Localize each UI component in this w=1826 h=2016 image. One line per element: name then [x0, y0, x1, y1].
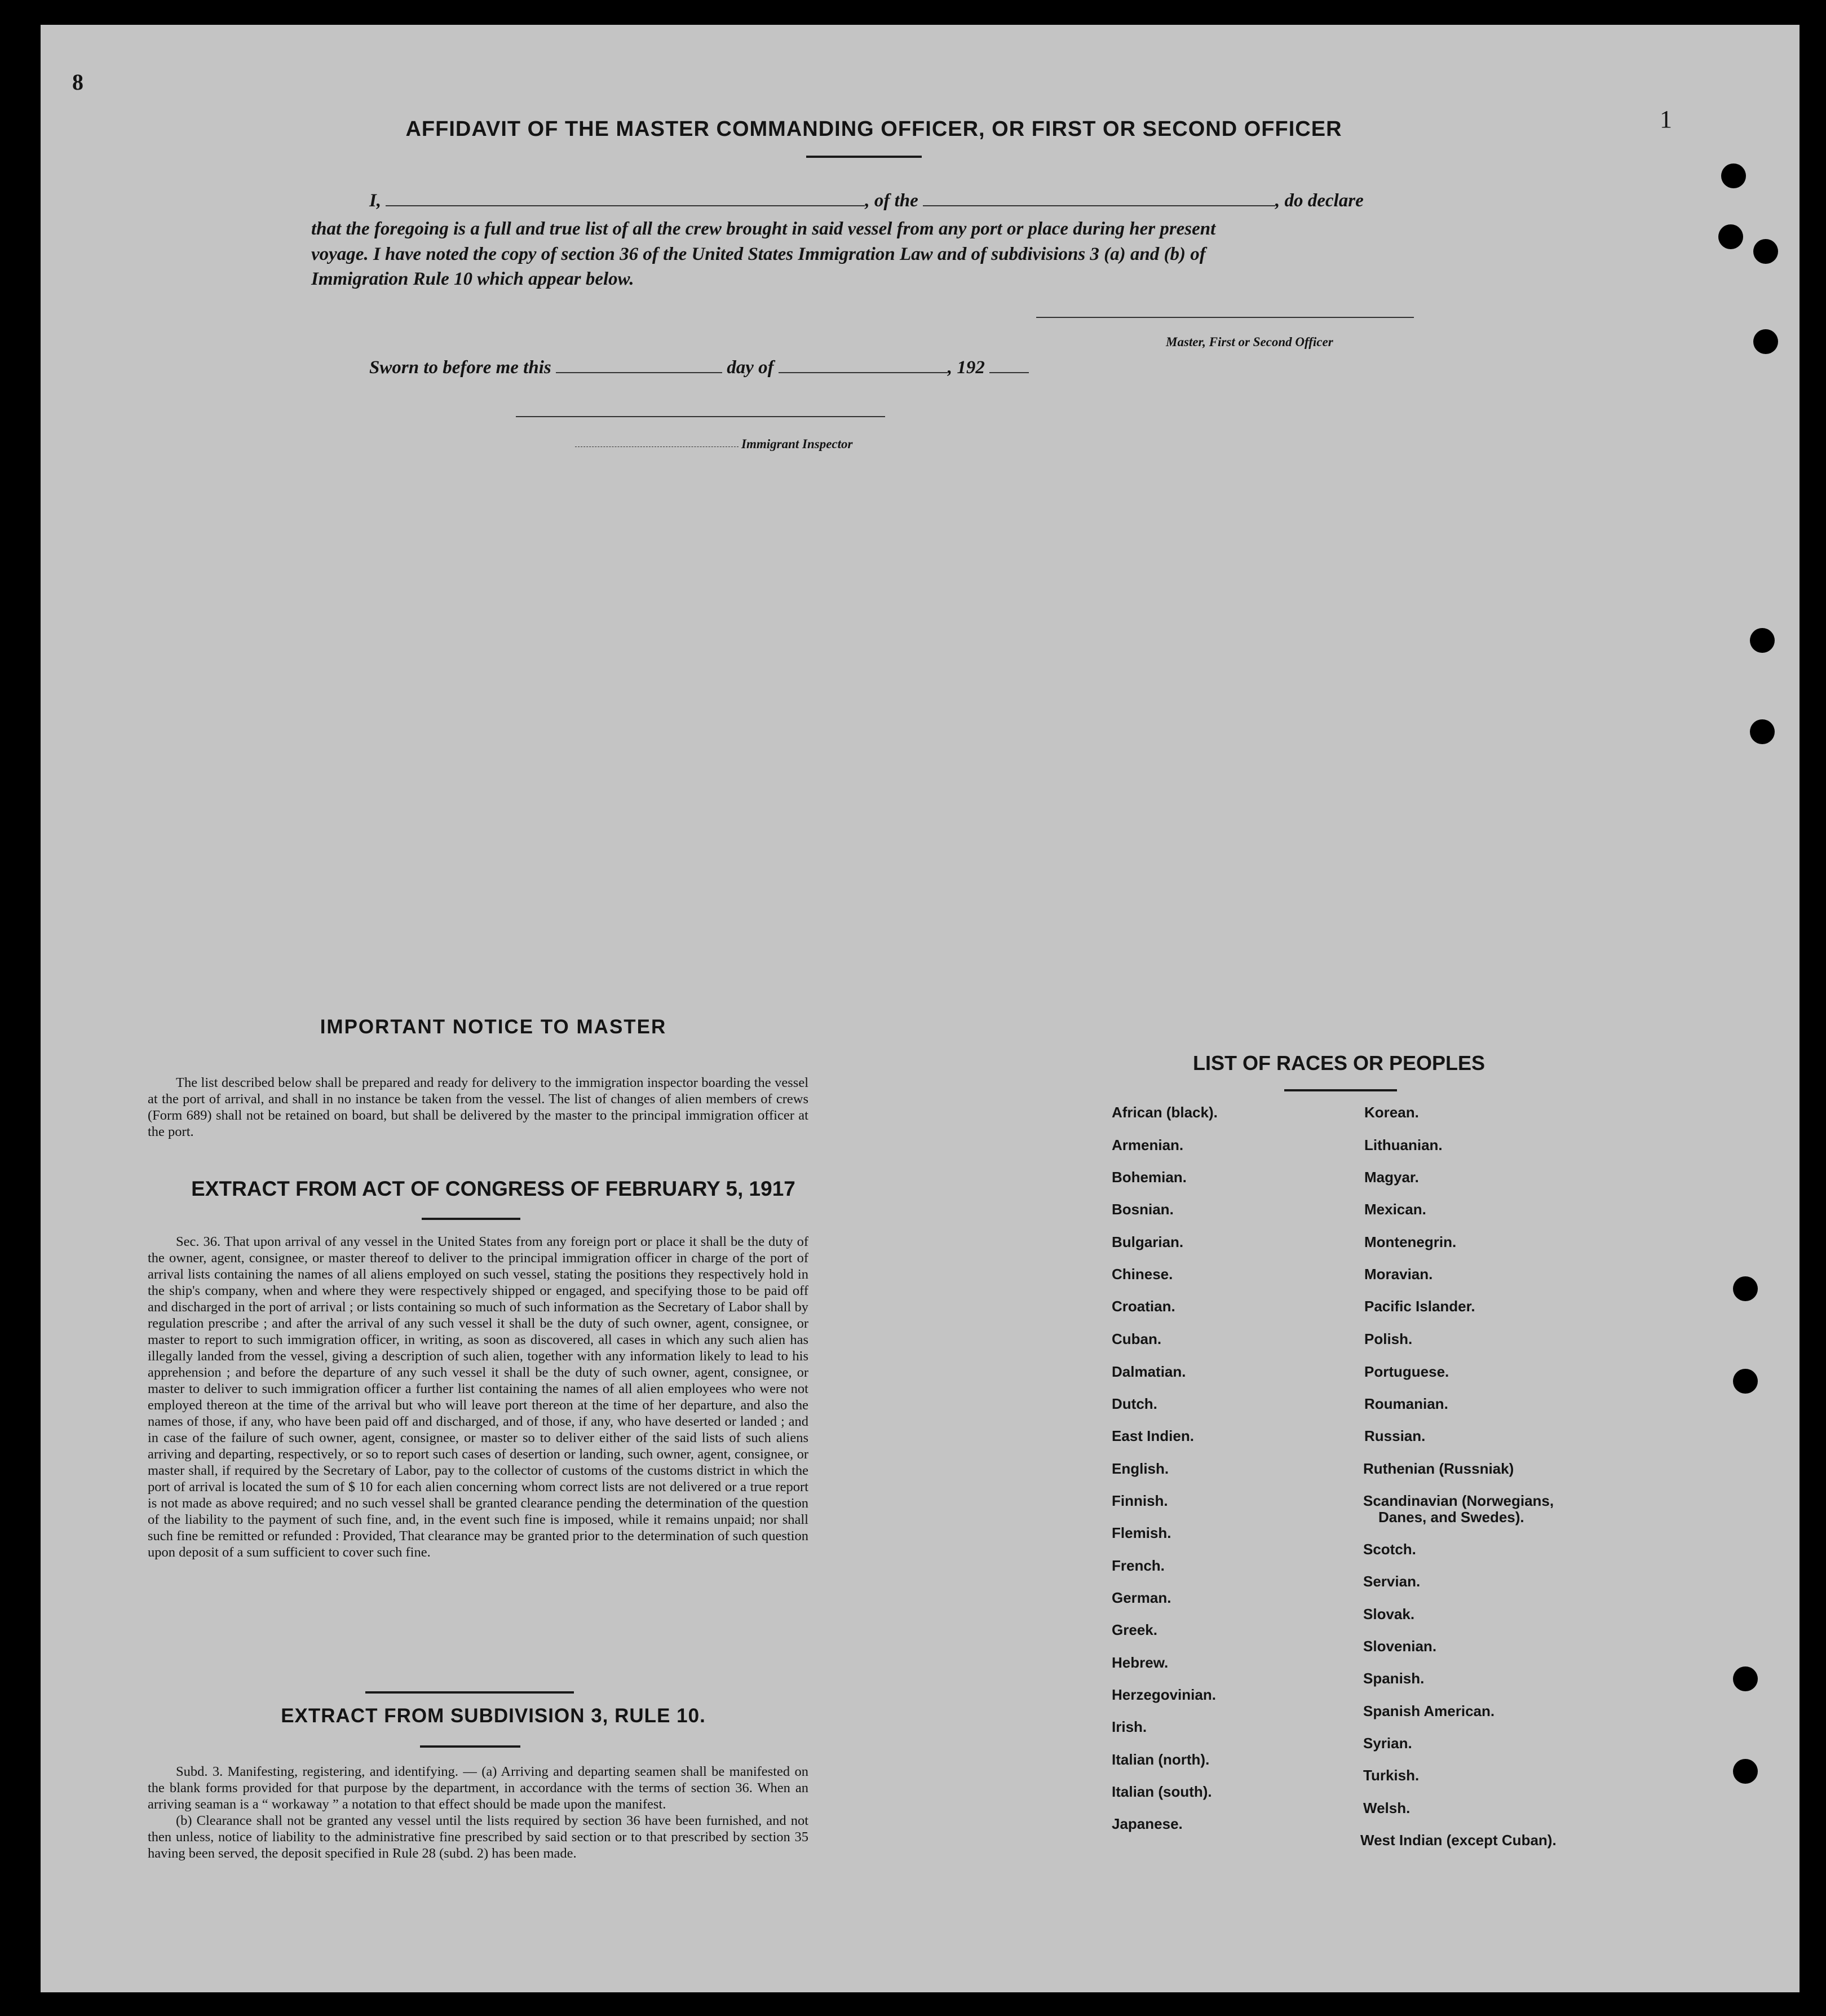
race-item: Cuban. [1112, 1330, 1162, 1347]
race-item: Polish. [1364, 1330, 1413, 1347]
race-item: Herzegovinian. [1112, 1686, 1216, 1703]
race-item: Lithuanian. [1364, 1137, 1443, 1153]
section-divider [365, 1691, 574, 1694]
races-title-underline [1284, 1089, 1397, 1091]
race-item: Japanese. [1112, 1815, 1183, 1832]
corner-mark: 1 [1660, 105, 1672, 133]
day-blank [556, 372, 722, 373]
affidavit-line-4: Immigration Rule 10 which appear below. [311, 269, 634, 289]
title-underline [806, 156, 922, 158]
notice-paragraph: The list described below shall be prepared and ready for delivery to the immigration inspector boarding the vessel at the port of arrival, and shall in no instance be taken from the vessel. The list of changes of alien members of crews (Form 689) shall not be retained on board, but shall be delivered by the master to the principal immigration officer at the port. [148, 1075, 808, 1139]
year-blank [989, 372, 1029, 373]
race-item: Magyar. [1364, 1169, 1419, 1186]
affidavit-line-3: voyage. I have noted the copy of section 36 of the United States Immigration Law and of subdivisions 3 (a) and (b) of [311, 244, 1206, 264]
inspector-dashed-line [575, 446, 739, 447]
affidavit-title: AFFIDAVIT OF THE MASTER COMMANDING OFFICER, OR FIRST OR SECOND OFFICER [405, 117, 1342, 141]
vessel-blank [923, 205, 1275, 206]
race-item: Portuguese. [1364, 1363, 1449, 1380]
rule-extract-text [148, 1763, 808, 1862]
race-item: Syrian. [1363, 1735, 1412, 1752]
sworn-prefix: Sworn to before me this [369, 357, 551, 378]
race-item: German. [1112, 1589, 1171, 1606]
name-blank [386, 205, 865, 206]
affidavit-line-2: that the foregoing is a full and true list of all the crew brought in said vessel from any port or place during her present [311, 219, 1216, 239]
race-item: Montenegrin. [1364, 1234, 1457, 1250]
punch-hole [1721, 163, 1746, 188]
race-item: West Indian (except Cuban). [1360, 1832, 1557, 1849]
inspector-signature-line [516, 416, 885, 417]
race-item: Roumanian. [1364, 1395, 1448, 1412]
affidavit-i: I, [369, 191, 382, 211]
punch-hole [1753, 239, 1778, 264]
race-item: Armenian. [1112, 1137, 1184, 1153]
race-item: English. [1112, 1460, 1169, 1477]
race-item: Bosnian. [1112, 1201, 1174, 1218]
race-item: Scotch. [1363, 1541, 1416, 1558]
punch-hole [1750, 719, 1775, 744]
sworn-day-of: day of [727, 357, 774, 378]
document-sheet [41, 25, 1800, 1992]
punch-hole [1733, 1369, 1758, 1394]
race-item: Dalmatian. [1112, 1363, 1186, 1380]
rule-paragraph-b: (b) Clearance shall not be granted any vessel until the lists required by section 36 have been furnished, and not then unless, notice of liability to the administrative fine prescribed by said section or to that prescribed by section 35 having been served, the deposit specified in Rule 28 (subd. 2) has been made. [148, 1813, 808, 1861]
race-item: Spanish. [1363, 1670, 1425, 1687]
race-item: Danes, and Swedes). [1378, 1509, 1524, 1526]
race-item: Mexican. [1364, 1201, 1426, 1218]
punch-hole [1733, 1759, 1758, 1784]
race-item: Slovenian. [1363, 1638, 1437, 1655]
race-item: Greek. [1112, 1621, 1157, 1638]
race-item: Italian (south). [1112, 1783, 1212, 1800]
race-item: African (black). [1112, 1104, 1218, 1121]
month-blank [779, 372, 948, 373]
race-item: Italian (north). [1112, 1751, 1210, 1768]
race-item: Turkish. [1363, 1767, 1420, 1784]
race-item: Bulgarian. [1112, 1234, 1184, 1250]
race-item: Scandinavian (Norwegians, [1363, 1492, 1554, 1509]
rule-extract-title: EXTRACT FROM SUBDIVISION 3, RULE 10. [281, 1705, 706, 1727]
notice-title: IMPORTANT NOTICE TO MASTER [320, 1016, 667, 1038]
race-item: Spanish American. [1363, 1703, 1495, 1719]
race-item: Russian. [1364, 1427, 1426, 1444]
race-item: Korean. [1364, 1104, 1419, 1121]
race-item: Servian. [1363, 1573, 1421, 1590]
punch-hole [1753, 329, 1778, 354]
act-extract-text [148, 1234, 808, 1560]
race-item: Bohemian. [1112, 1169, 1187, 1186]
race-item: Dutch. [1112, 1395, 1157, 1412]
affidavit-declare: , do declare [1275, 191, 1364, 211]
rule-title-underline [420, 1745, 520, 1748]
inspector-caption: Immigrant Inspector [741, 437, 853, 451]
sworn-line [369, 357, 1029, 378]
signature-caption: Master, First or Second Officer [1166, 335, 1333, 349]
race-item: French. [1112, 1557, 1165, 1574]
punch-hole [1718, 224, 1743, 249]
sworn-year: , 192 [947, 357, 985, 378]
signature-line [1036, 317, 1414, 318]
race-item: Croatian. [1112, 1298, 1175, 1315]
race-item: Ruthenian (Russniak) [1363, 1460, 1514, 1477]
race-item: Hebrew. [1112, 1654, 1169, 1671]
race-item: Moravian. [1364, 1266, 1433, 1283]
race-item: Irish. [1112, 1718, 1147, 1735]
punch-hole [1750, 628, 1775, 653]
races-title: LIST OF RACES OR PEOPLES [1192, 1051, 1485, 1075]
race-item: Finnish. [1112, 1492, 1168, 1509]
race-item: Flemish. [1112, 1524, 1171, 1541]
section-36-paragraph: Sec. 36. That upon arrival of any vessel in the United States from any foreign port or place it shall be the duty of the owner, agent, consignee, or master thereof to deliver to the principal immigration officer in charge of the port of arrival lists containing the names of all aliens employed on such vessel, stating the positions they respectively hold in the ship's company, when and where they were respectively shipped or engaged, and specifying those to be paid off and discharged in the port of arrival ; or lists containing so much of such information as the Secretary of Labor shall by regulation prescribe ; and after the arrival of any such vessel it shall be the duty of such owner, agent, consignee, or master to report to such immigration officer, in writing, as soon as discovered, all cases in which any such alien has illegally landed from the vessel, giving a description of such alien, together with any information likely to lead to his apprehension ; and before the departure of any such vessel it shall be the duty of such owner, agent, consignee, or master to deliver to such immigration officer a further list containing the names of all alien employees who were not employed thereon at the time of the arrival but who will leave port thereon at the time of her departure, and also the names of those, if any, who have been paid off and discharged, and of those, if any, who have deserted or landed ; and in case of the failure of such owner, agent, consignee, or master so to deliver either of the said lists of such aliens arriving and departing, respectively, or so to report such cases of desertion or landing, such owner, agent, consignee, or master shall, if required by the Secretary of Labor, pay to the collector of customs of the customs district in which the port of arrival is located the sum of $ 10 for each alien concerning whom correct lists are not delivered or a true report is not made as above required; and no such vessel shall be granted clearance pending the determination of the question of the liability to the payment of such fine, and, in the event such fine is imposed, while it remains unpaid; nor shall such fine be remitted or refunded : Provided, That clearance may be granted prior to the determination of such question upon deposit of a sum sufficient to cover such fine. [148, 1234, 808, 1560]
race-item: Welsh. [1363, 1800, 1411, 1816]
race-item: Slovak. [1363, 1606, 1415, 1622]
punch-hole [1733, 1276, 1758, 1301]
punch-hole [1733, 1666, 1758, 1691]
race-item: East Indien. [1112, 1427, 1194, 1444]
affidavit-line-1 [369, 191, 1364, 211]
page-number: 8 [72, 69, 83, 95]
act-title-underline [422, 1218, 520, 1220]
rule-paragraph-a: Subd. 3. Manifesting, registering, and identifying. — (a) Arriving and departing seamen shall be manifested on the blank forms provided for that purpose by the department, in accordance with the terms of section 36. When an arriving seaman is a “ workaway ” a notation to that effect should be made upon the manifest. [148, 1764, 808, 1812]
affidavit-of-the: , of the [865, 191, 918, 211]
race-item: Pacific Islander. [1364, 1298, 1475, 1315]
act-extract-title: EXTRACT FROM ACT OF CONGRESS OF FEBRUARY 5, 1917 [191, 1177, 795, 1200]
race-item: Chinese. [1112, 1266, 1173, 1283]
notice-text [148, 1075, 808, 1140]
